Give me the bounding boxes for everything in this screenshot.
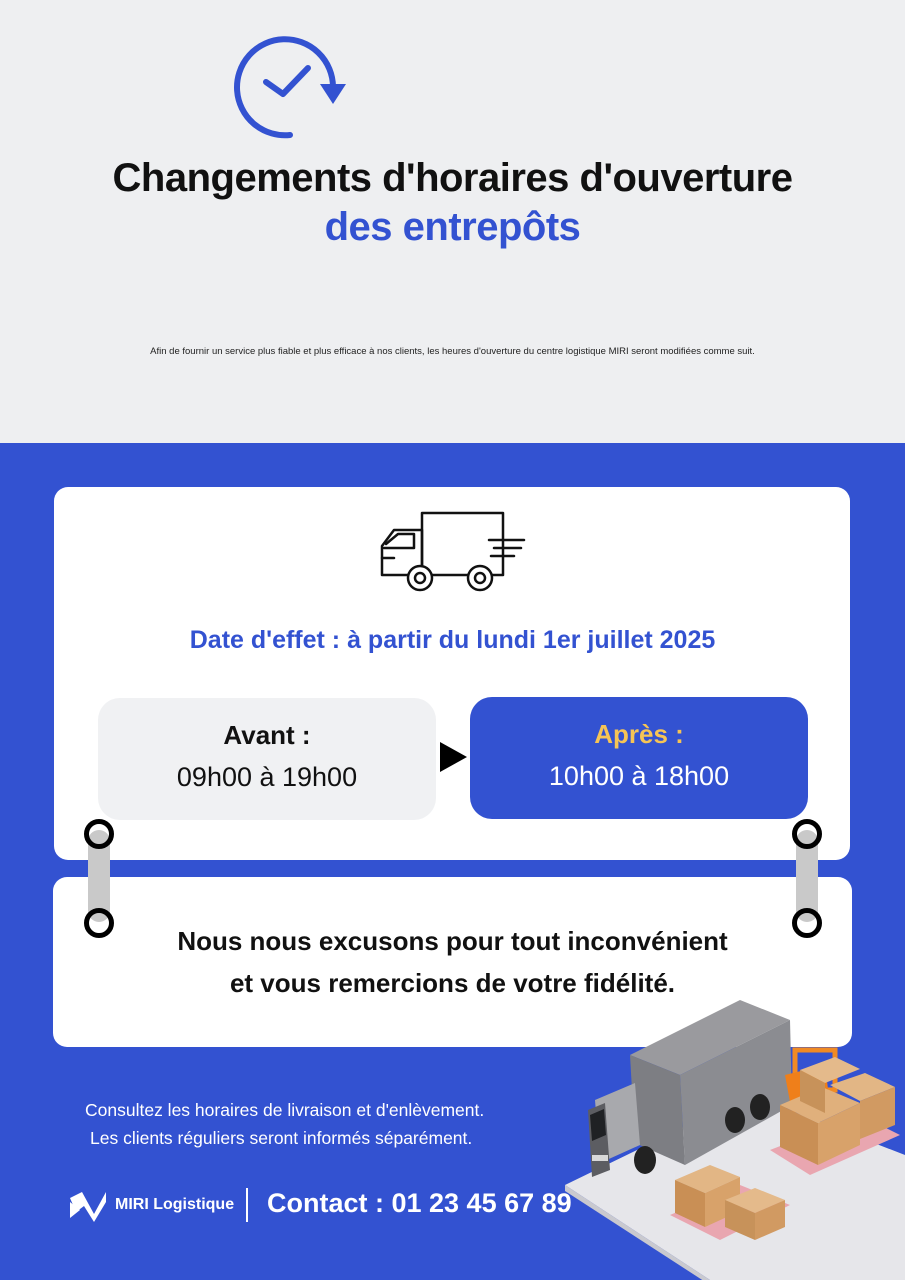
footer-divider — [246, 1188, 248, 1222]
after-hours: 10h00 à 18h00 — [548, 761, 730, 791]
clock-refresh-icon — [228, 32, 350, 142]
contact-phone: Contact : 01 23 45 67 89 — [267, 1188, 572, 1218]
effective-date: Date d'effet : à partir du lundi 1er juillet 2025 — [189, 626, 716, 654]
right-binder-ring-bottom — [792, 908, 822, 938]
brand-name: MIRI Logistique — [115, 1196, 235, 1213]
left-binder-ring-top — [84, 819, 114, 849]
after-label: Après : — [594, 719, 684, 749]
warehouse-truck-illustration — [560, 995, 905, 1280]
after-hours-box — [470, 697, 808, 819]
footer-info-line2: Les clients réguliers seront informés séparément. — [90, 1128, 473, 1148]
page-title-line2: des entrepôts — [324, 205, 581, 249]
apology-line1: Nous nous excusons pour tout inconvénient — [177, 926, 728, 956]
page-title-line1: Changements d'horaires d'ouverture — [112, 156, 793, 200]
play-arrow-icon — [440, 742, 467, 772]
intro-text: Afin de fournir un service plus fiable et plus efficace à nos clients, les heures d'ouverture du centre logistique MIRI seront modifiées comme suit. — [150, 346, 755, 357]
before-hours-box — [98, 698, 436, 820]
miri-logo-icon — [68, 1188, 108, 1224]
footer-info-line1: Consultez les horaires de livraison et d'enlèvement. — [85, 1100, 485, 1120]
before-label: Avant : — [223, 720, 311, 750]
left-binder-ring-bottom — [84, 908, 114, 938]
delivery-truck-icon — [376, 508, 528, 594]
before-hours: 09h00 à 19h00 — [176, 762, 358, 792]
right-binder-ring-top — [792, 819, 822, 849]
apology-line2: et vous remercions de votre fidélité. — [229, 968, 676, 998]
